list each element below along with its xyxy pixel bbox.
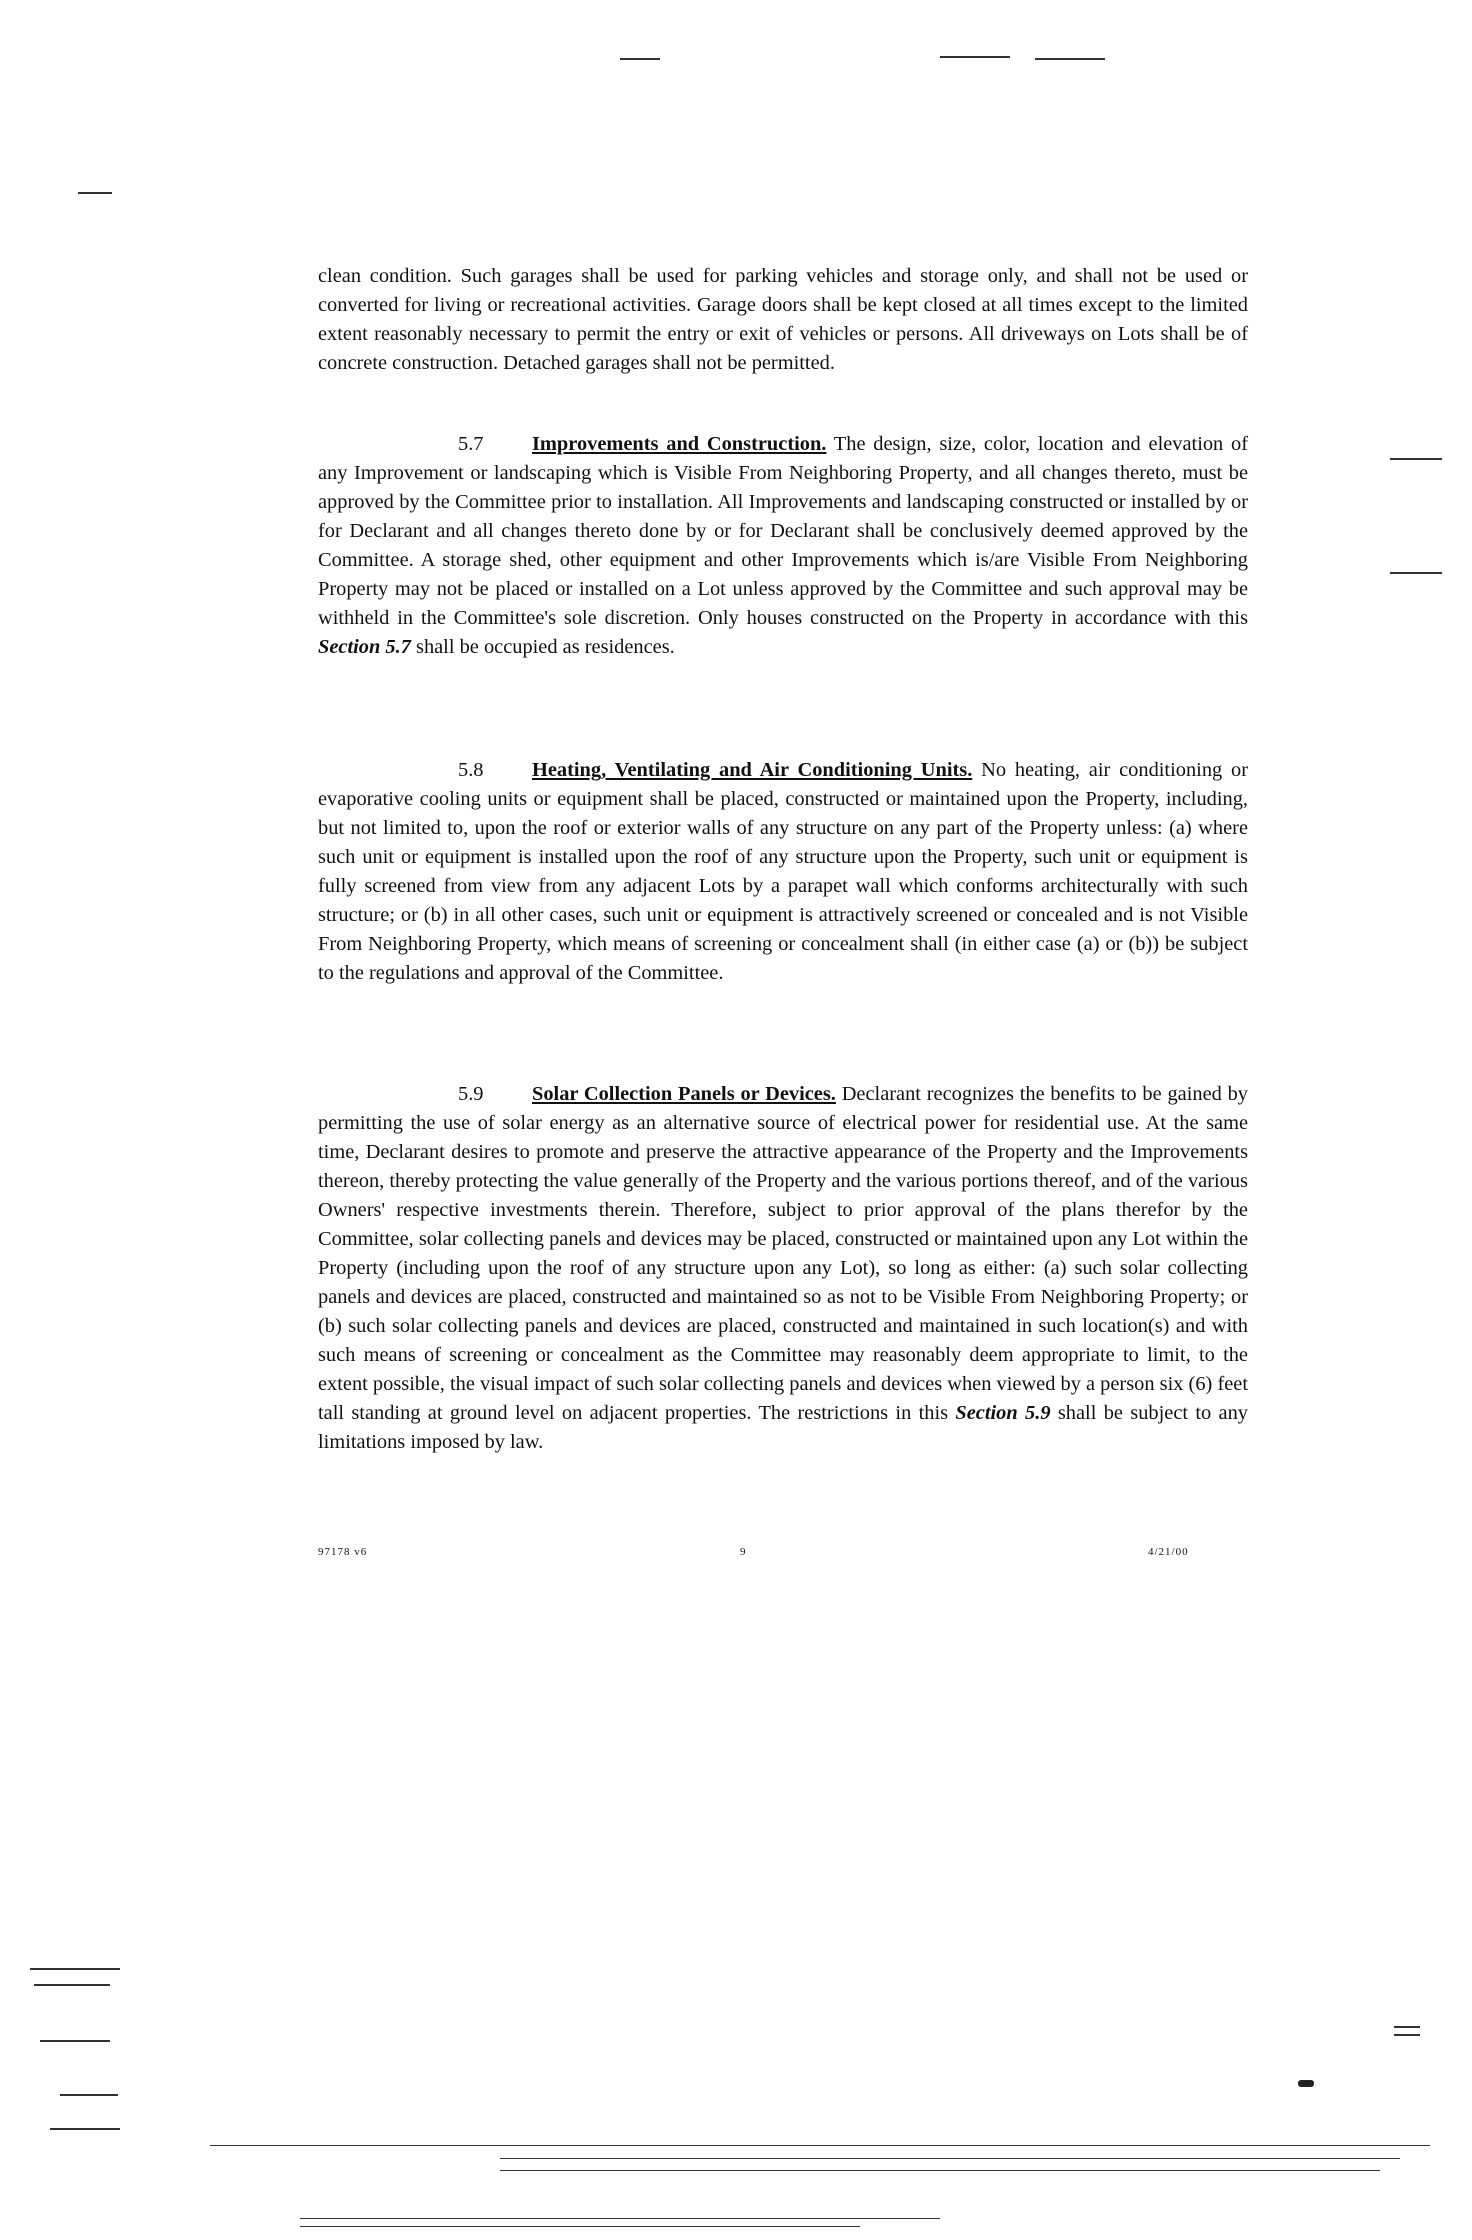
scan-artifact xyxy=(1394,2034,1420,2036)
scan-artifact xyxy=(30,1968,120,1970)
section-5-8 xyxy=(318,756,1248,988)
footer-date: 4/21/00 xyxy=(1148,1546,1189,1558)
section-text: No heating, air conditioning or evaporative cooling units or equipment shall be placed, constructed or maintained upon the Property, including, but not limited to, upon the roof or exterior walls of any structure on any part of the Property unless: (a) where such unit or equipment is installed upon the roof of any structure upon the Property, such unit or equipment is fully screened from view from any adjacent Lots by a parapet wall which conforms architecturally with such structure; or (b) in all other cases, such unit or equipment is attractively screened or concealed and is not Visible From Neighboring Property, which means of screening or concealment shall (in either case (a) or (b)) be subject to the regulations and approval of the Committee. xyxy=(318,759,1249,984)
section-text: Declarant recognizes the benefits to be gained by permitting the use of solar energy as an alternative source of electrical power for residential use. At the same time, Declarant desires to promote and preserve the attractive appearance of the Property and the Improvements thereon, thereby protecting the value generally of the Property and the various portions thereof, and of the various Owners' respective investments therein. Therefore, subject to prior approval of the plans therefor by the Committee, solar collecting panels and devices may be placed, constructed or maintained upon any Lot within the Property (including upon the roof of any structure upon any Lot), so long as either: (a) such solar collecting panels and devices are placed, constructed and maintained so as not to be Visible From Neighboring Property; or (b) such solar collecting panels and devices are placed, constructed and maintained in such location(s) and with such means of screening or concealment as the Committee may reasonably deem appropriate to limit, to the extent possible, the visual impact of such solar collecting panels and devices when viewed by a person six (6) feet tall standing at ground level on adjacent properties. The restrictions in this xyxy=(318,1083,1248,1424)
scan-artifact xyxy=(1390,572,1442,574)
scan-artifact xyxy=(940,56,1010,58)
scan-artifact xyxy=(1298,2080,1314,2087)
section-5-7 xyxy=(318,430,1248,662)
scan-artifact xyxy=(34,1984,110,1986)
scan-artifact xyxy=(1394,2026,1420,2028)
scan-artifact xyxy=(300,2218,940,2219)
scan-artifact xyxy=(50,2128,120,2130)
scan-artifact xyxy=(1390,458,1442,460)
scan-artifact xyxy=(210,2145,1430,2146)
scan-artifact xyxy=(78,192,112,194)
section-text-tail: shall be occupied as residences. xyxy=(410,636,675,658)
paragraph-continuation xyxy=(318,262,1248,378)
footer-doc-id: 97178 v6 xyxy=(318,1546,368,1558)
section-heading: Solar Collection Panels or Devices. xyxy=(532,1083,836,1105)
section-number: 5.7 xyxy=(458,433,484,455)
scan-artifact xyxy=(300,2226,860,2227)
section-5-9 xyxy=(318,1080,1248,1457)
scan-artifact xyxy=(40,2040,110,2042)
section-number: 5.9 xyxy=(458,1083,484,1105)
scan-artifact xyxy=(620,58,660,60)
section-text-tail: shall be subject to any limitations imposed by law. xyxy=(318,1402,1248,1453)
scan-artifact xyxy=(1035,58,1105,60)
footer-page-number: 9 xyxy=(740,1546,747,1558)
section-reference: Section 5.9 xyxy=(955,1402,1051,1424)
section-heading: Improvements and Construction. xyxy=(532,433,827,455)
scan-artifact xyxy=(500,2158,1400,2159)
section-number: 5.8 xyxy=(458,759,484,781)
paragraph-text: clean condition. Such garages shall be used for parking vehicles and storage only, and shall not be used or converted for living or recreational activities. Garage doors shall be kept closed at all times except to the limited extent reasonably necessary to permit the entry or exit of vehicles or persons. All driveways on Lots shall be of concrete construction. Detached garages shall not be permitted. xyxy=(318,265,1248,374)
scan-artifact xyxy=(500,2170,1380,2171)
section-text: The design, size, color, location and elevation of any Improvement or landscaping which is Visible From Neighboring Property, and all changes thereto, must be approved by the Committee prior to installation. All Improvements and landscaping constructed or installed by or for Declarant and all changes thereto done by or for Declarant shall be conclusively deemed approved by the Committee. A storage shed, other equipment and other Improvements which is/are Visible From Neighboring Property may not be placed or installed on a Lot unless approved by the Committee and such approval may be withheld in the Committee's sole discretion. Only houses constructed on the Property in accordance with this xyxy=(318,433,1248,629)
section-heading: Heating, Ventilating and Air Conditioning Units. xyxy=(532,759,973,781)
section-reference: Section 5.7 xyxy=(318,636,411,658)
scan-artifact xyxy=(60,2094,118,2096)
